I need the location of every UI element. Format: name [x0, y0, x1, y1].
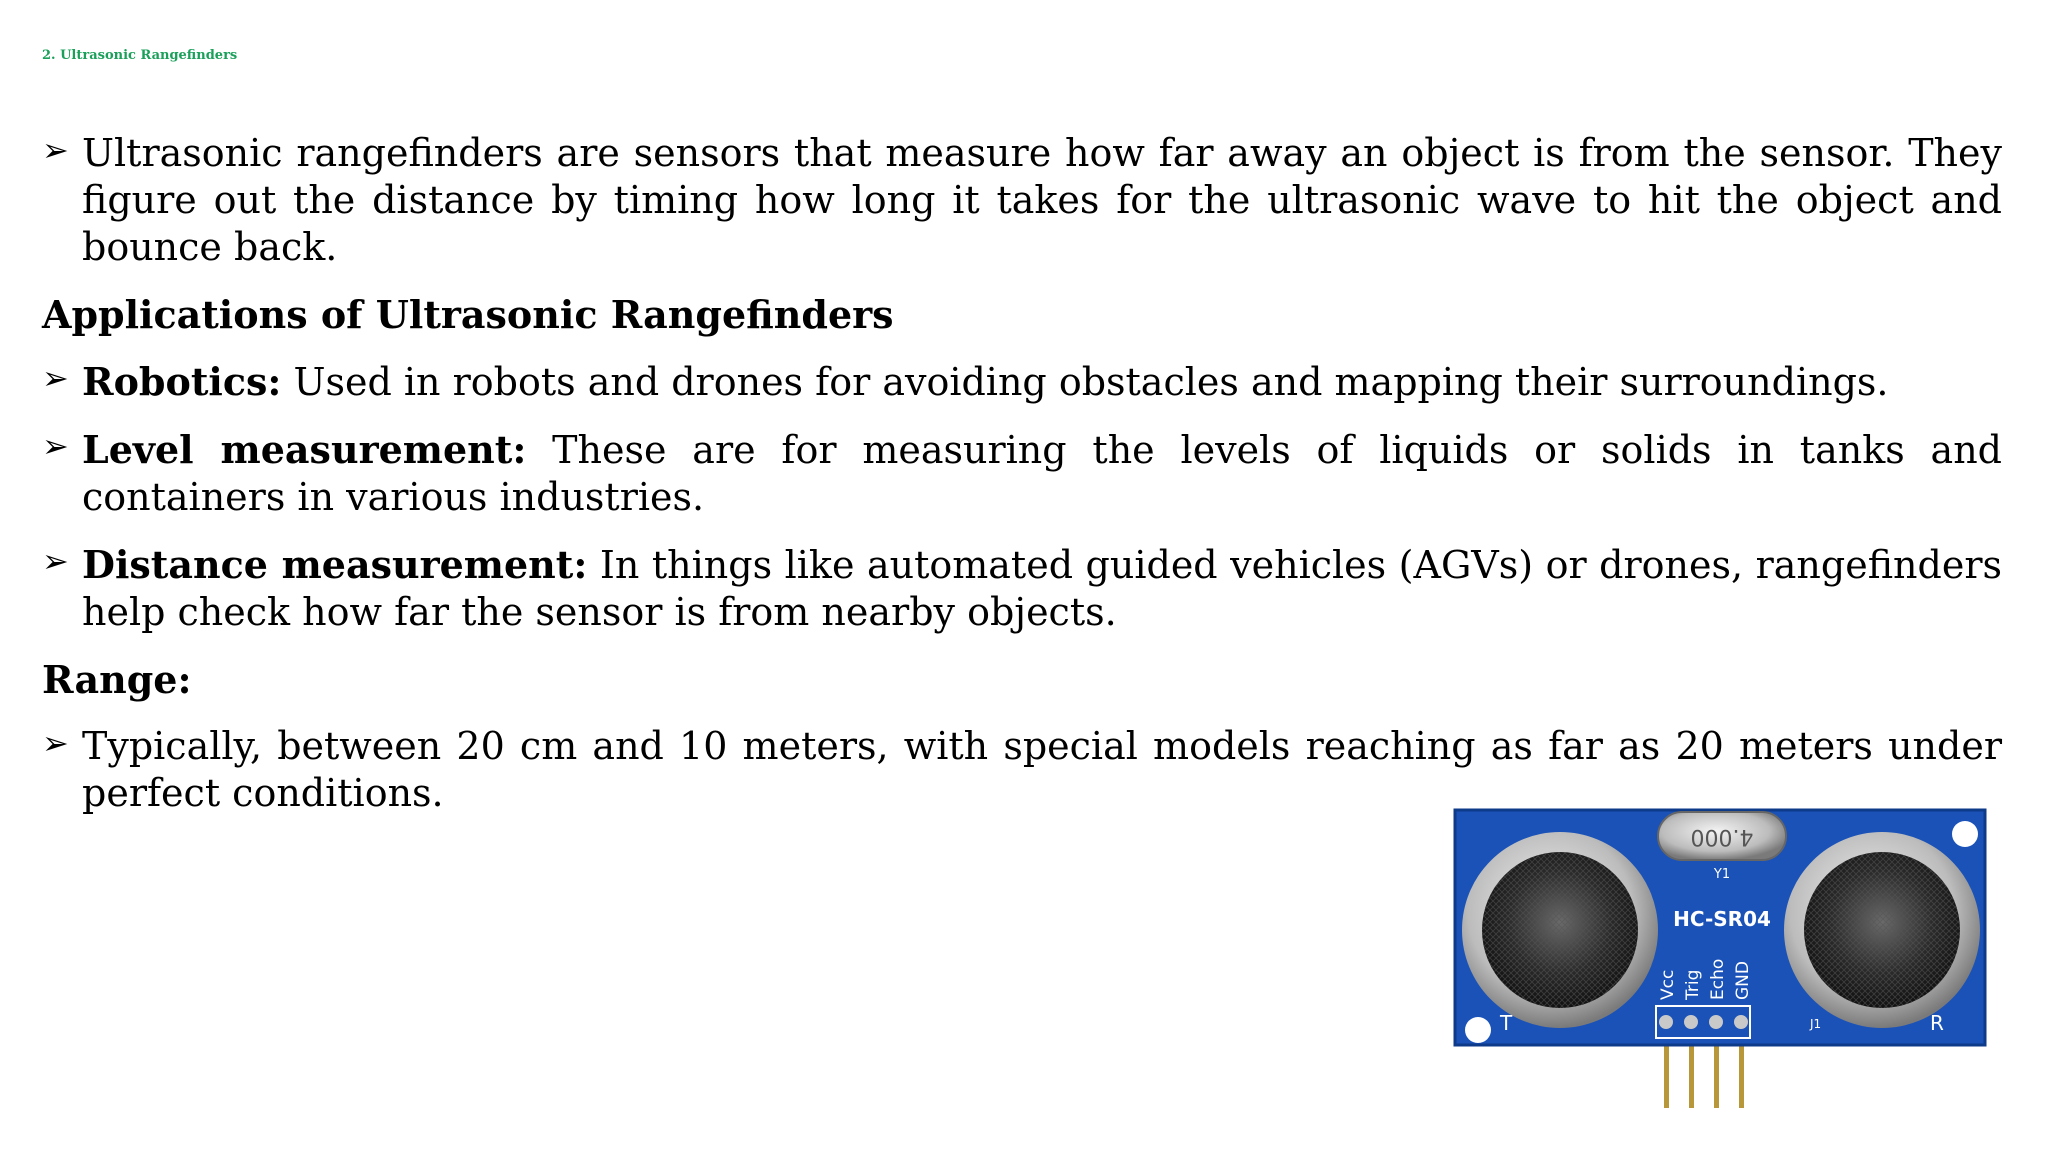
pin-pad	[1684, 1015, 1698, 1029]
arrow-bullet-icon: ➢	[42, 427, 69, 465]
crystal-label: 4.000	[1690, 824, 1754, 849]
application-item-robotics	[42, 358, 2002, 406]
pin	[1664, 1040, 1669, 1108]
applications-heading: Applications of Ultrasonic Rangefinders	[42, 292, 894, 337]
range-heading: Range:	[42, 657, 192, 702]
application-item-distance-measurement	[42, 541, 2002, 636]
j1-label: J1	[1810, 1017, 1822, 1031]
pin	[1714, 1040, 1719, 1108]
y1-label: Y1	[1713, 867, 1731, 882]
pin-pad	[1709, 1015, 1723, 1029]
application-item-level-measurement	[42, 426, 2002, 521]
pin-label-vcc: Vcc	[1658, 969, 1678, 1000]
transmitter-mesh-pattern	[1482, 852, 1638, 1008]
application-term: Distance measurement:	[82, 542, 588, 587]
mount-hole	[1465, 1017, 1491, 1043]
application-term: Level measurement:	[82, 427, 527, 472]
section-label: 2. Ultrasonic Rangefinders	[42, 48, 238, 63]
arrow-bullet-icon: ➢	[42, 131, 69, 169]
application-text: These are for measuring the levels of liquids or solids in tanks and containers in various industries.	[82, 428, 2002, 519]
intro-text: Ultrasonic rangefinders are sensors that measure how far away an object is from the sensor. They figure out the distance by timing how long it takes for the ultrasonic wave to hit the object and bounce back.	[82, 131, 2002, 269]
application-text: Used in robots and drones for avoiding obstacles and mapping their surroundings.	[281, 360, 1889, 404]
range-text: Typically, between 20 cm and 10 meters, with special models reaching as far as 20 meters under perfect conditions.	[82, 724, 2002, 815]
hc-sr04-sensor-image	[1430, 790, 2020, 1115]
intro-bullet	[42, 130, 2002, 271]
application-term: Robotics:	[82, 359, 282, 404]
slide-content	[42, 130, 2002, 837]
pin	[1689, 1040, 1694, 1108]
receiver-mesh-pattern	[1804, 852, 1960, 1008]
arrow-bullet-icon: ➢	[42, 359, 69, 397]
t-label: T	[1500, 1011, 1513, 1035]
mount-hole	[1952, 821, 1978, 847]
application-text: In things like automated guided vehicles (AGVs) or drones, rangefinders help check how far the sensor is from nearby objects.	[82, 543, 2002, 634]
model-label: HC-SR04	[1673, 907, 1771, 931]
arrow-bullet-icon: ➢	[42, 724, 69, 762]
pin-label-gnd: GND	[1733, 961, 1753, 1000]
pin-label-trig: Trig	[1683, 969, 1703, 1000]
pin-label-echo: Echo	[1708, 958, 1728, 1000]
pin-pad	[1659, 1015, 1673, 1029]
pin-pad	[1734, 1015, 1748, 1029]
r-label: R	[1930, 1011, 1944, 1035]
arrow-bullet-icon: ➢	[42, 542, 69, 580]
pin	[1739, 1040, 1744, 1108]
